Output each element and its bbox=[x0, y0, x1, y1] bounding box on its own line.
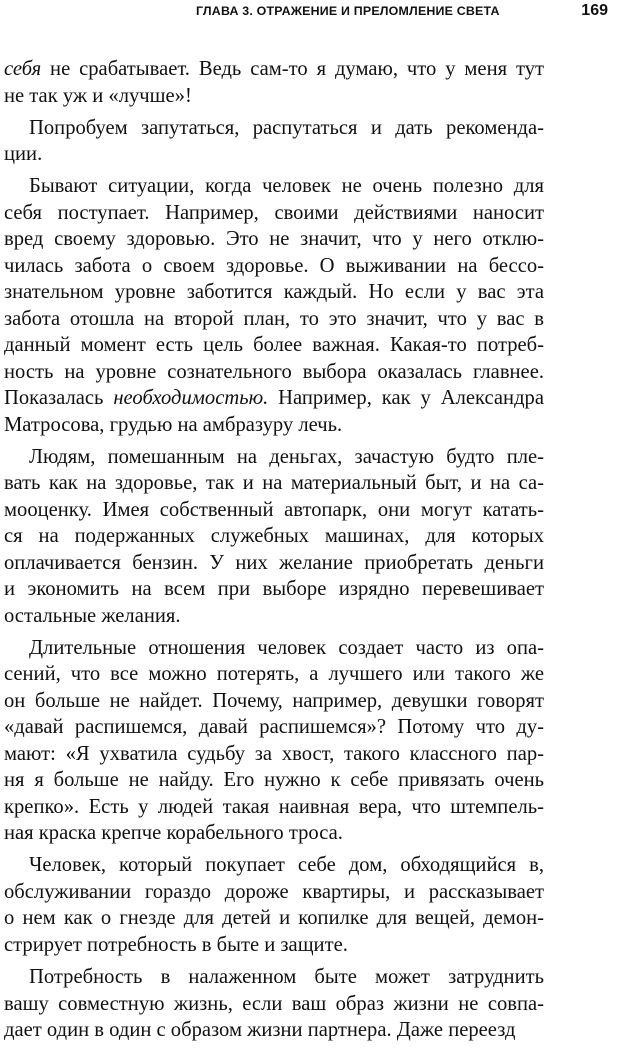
text-run: знательном уровне заботится каждый. Но если у вас эта bbox=[4, 281, 544, 304]
text-run: вать как на здоровье, так и на материальный быт, и на са- bbox=[4, 472, 544, 495]
text-line bbox=[4, 385, 544, 412]
text-run: он больше не найдет. Почему, например, девушки говорят bbox=[4, 689, 544, 712]
text-line bbox=[4, 444, 544, 471]
text-line bbox=[4, 173, 544, 200]
text-run: не срабатывает. Ведь сам-то я думаю, что у меня тут bbox=[41, 58, 544, 80]
text-run: Людям, помешанным на деньгах, зачастую будто пле- bbox=[29, 445, 544, 468]
body-text bbox=[4, 56, 544, 1049]
paragraph bbox=[4, 852, 544, 958]
text-line bbox=[4, 576, 544, 603]
text-line bbox=[4, 991, 544, 1018]
text-run: Например, как у Александра bbox=[268, 387, 544, 410]
italic-run: себя bbox=[4, 58, 42, 80]
paragraph bbox=[4, 115, 544, 168]
text-run: Потребность в налаженном быте может затруднить bbox=[29, 966, 544, 989]
text-line bbox=[4, 497, 544, 524]
text-line bbox=[4, 905, 544, 932]
text-line bbox=[4, 932, 544, 959]
text-line bbox=[4, 115, 544, 142]
running-head: ГЛАВА 3. ОТРАЖЕНИЕ И ПРЕЛОМЛЕНИЕ СВЕТА bbox=[196, 4, 500, 18]
text-run: Человек, который покупает себе дом, обходящийся в, bbox=[29, 854, 544, 877]
paragraph bbox=[4, 635, 544, 847]
text-run: и экономить на всем при выборе изрядно перевешивает bbox=[4, 578, 544, 601]
text-line bbox=[4, 56, 544, 83]
text-line bbox=[4, 306, 544, 333]
text-line bbox=[4, 603, 544, 630]
text-run: остальные желания. bbox=[4, 604, 181, 627]
text-line bbox=[4, 661, 544, 688]
paragraph bbox=[4, 964, 544, 1044]
text-run: ная краска крепче корабельного троса. bbox=[4, 822, 343, 845]
text-run: Длительные отношения человек создает часто из опа- bbox=[29, 636, 544, 659]
text-run: Показалась bbox=[4, 387, 114, 410]
text-line bbox=[4, 253, 544, 280]
text-line bbox=[4, 714, 544, 741]
text-line bbox=[4, 83, 544, 110]
text-run: себя поступает. Например, своими действиями наносит bbox=[4, 201, 544, 224]
paragraph bbox=[4, 56, 544, 109]
text-line bbox=[4, 359, 544, 386]
text-run: ня я больше не найду. Его нужно к себе привязать очень bbox=[4, 769, 544, 792]
text-run: стрирует потребность в быте и защите. bbox=[4, 933, 348, 956]
text-run: ся на подержанных служебных машинах, для которых bbox=[4, 525, 544, 548]
paragraph bbox=[4, 444, 544, 630]
text-run: обслуживании гораздо дороже квартиры, и рассказывает bbox=[4, 880, 544, 903]
text-run: забота отошла на второй план, то это значит, что у вас в bbox=[4, 307, 544, 330]
text-line bbox=[4, 852, 544, 879]
text-line bbox=[4, 332, 544, 359]
text-line bbox=[4, 200, 544, 227]
text-line bbox=[4, 141, 544, 168]
text-line bbox=[4, 523, 544, 550]
text-line bbox=[4, 550, 544, 577]
text-run: Попробуем запутаться, распутаться и дать рекоменда- bbox=[29, 116, 544, 139]
text-line bbox=[4, 964, 544, 991]
text-run: чилась забота о своем здоровье. О выживании на бессо- bbox=[4, 254, 544, 277]
text-run: дает один в один с образом жизни партнера. Даже переезд bbox=[4, 1019, 516, 1042]
paragraph bbox=[4, 173, 544, 438]
text-line bbox=[4, 879, 544, 906]
text-run: о нем как о гнезде для детей и копилке для вещей, демон- bbox=[4, 907, 544, 930]
italic-run: необходимостью. bbox=[113, 387, 269, 410]
text-run: не так уж и «лучше»! bbox=[4, 84, 192, 107]
text-line bbox=[4, 412, 544, 439]
text-line bbox=[4, 470, 544, 497]
page-number: 169 bbox=[581, 2, 608, 19]
text-line bbox=[4, 279, 544, 306]
text-line bbox=[4, 741, 544, 768]
text-run: вред своему здоровью. Это не значит, что у него отклю- bbox=[4, 228, 544, 251]
text-run: «давай распишемся, давай распишемся»? Потому что ду- bbox=[4, 716, 544, 739]
text-line bbox=[4, 767, 544, 794]
text-run: данный момент есть цель более важная. Какая-то потреб- bbox=[4, 334, 544, 357]
text-run: мооценку. Имея собственный автопарк, они могут катать- bbox=[4, 498, 544, 521]
text-run: вашу совместную жизнь, если ваш образ жизни не совпа- bbox=[4, 992, 544, 1015]
text-line bbox=[4, 1017, 544, 1044]
text-line bbox=[4, 635, 544, 662]
text-run: оплачивается бензин. У них желание приобретать деньги bbox=[4, 551, 544, 574]
text-line bbox=[4, 794, 544, 821]
text-run: ность на уровне сознательного выбора оказалась главнее. bbox=[4, 360, 544, 383]
text-line bbox=[4, 226, 544, 253]
text-line bbox=[4, 820, 544, 847]
text-run: крепко». Есть у людей такая наивная вера, что штемпель- bbox=[4, 795, 544, 818]
text-line bbox=[4, 688, 544, 715]
text-run: Матросова, грудью на амбразуру лечь. bbox=[4, 413, 343, 436]
text-run: мают: «Я ухватила судьбу за хвост, такого классного пар- bbox=[4, 742, 544, 765]
text-run: ции. bbox=[4, 143, 43, 166]
text-run: Бывают ситуации, когда человек не очень полезно для bbox=[29, 175, 544, 198]
text-run: сений, что все можно потерять, а лучшего или такого же bbox=[4, 663, 544, 686]
